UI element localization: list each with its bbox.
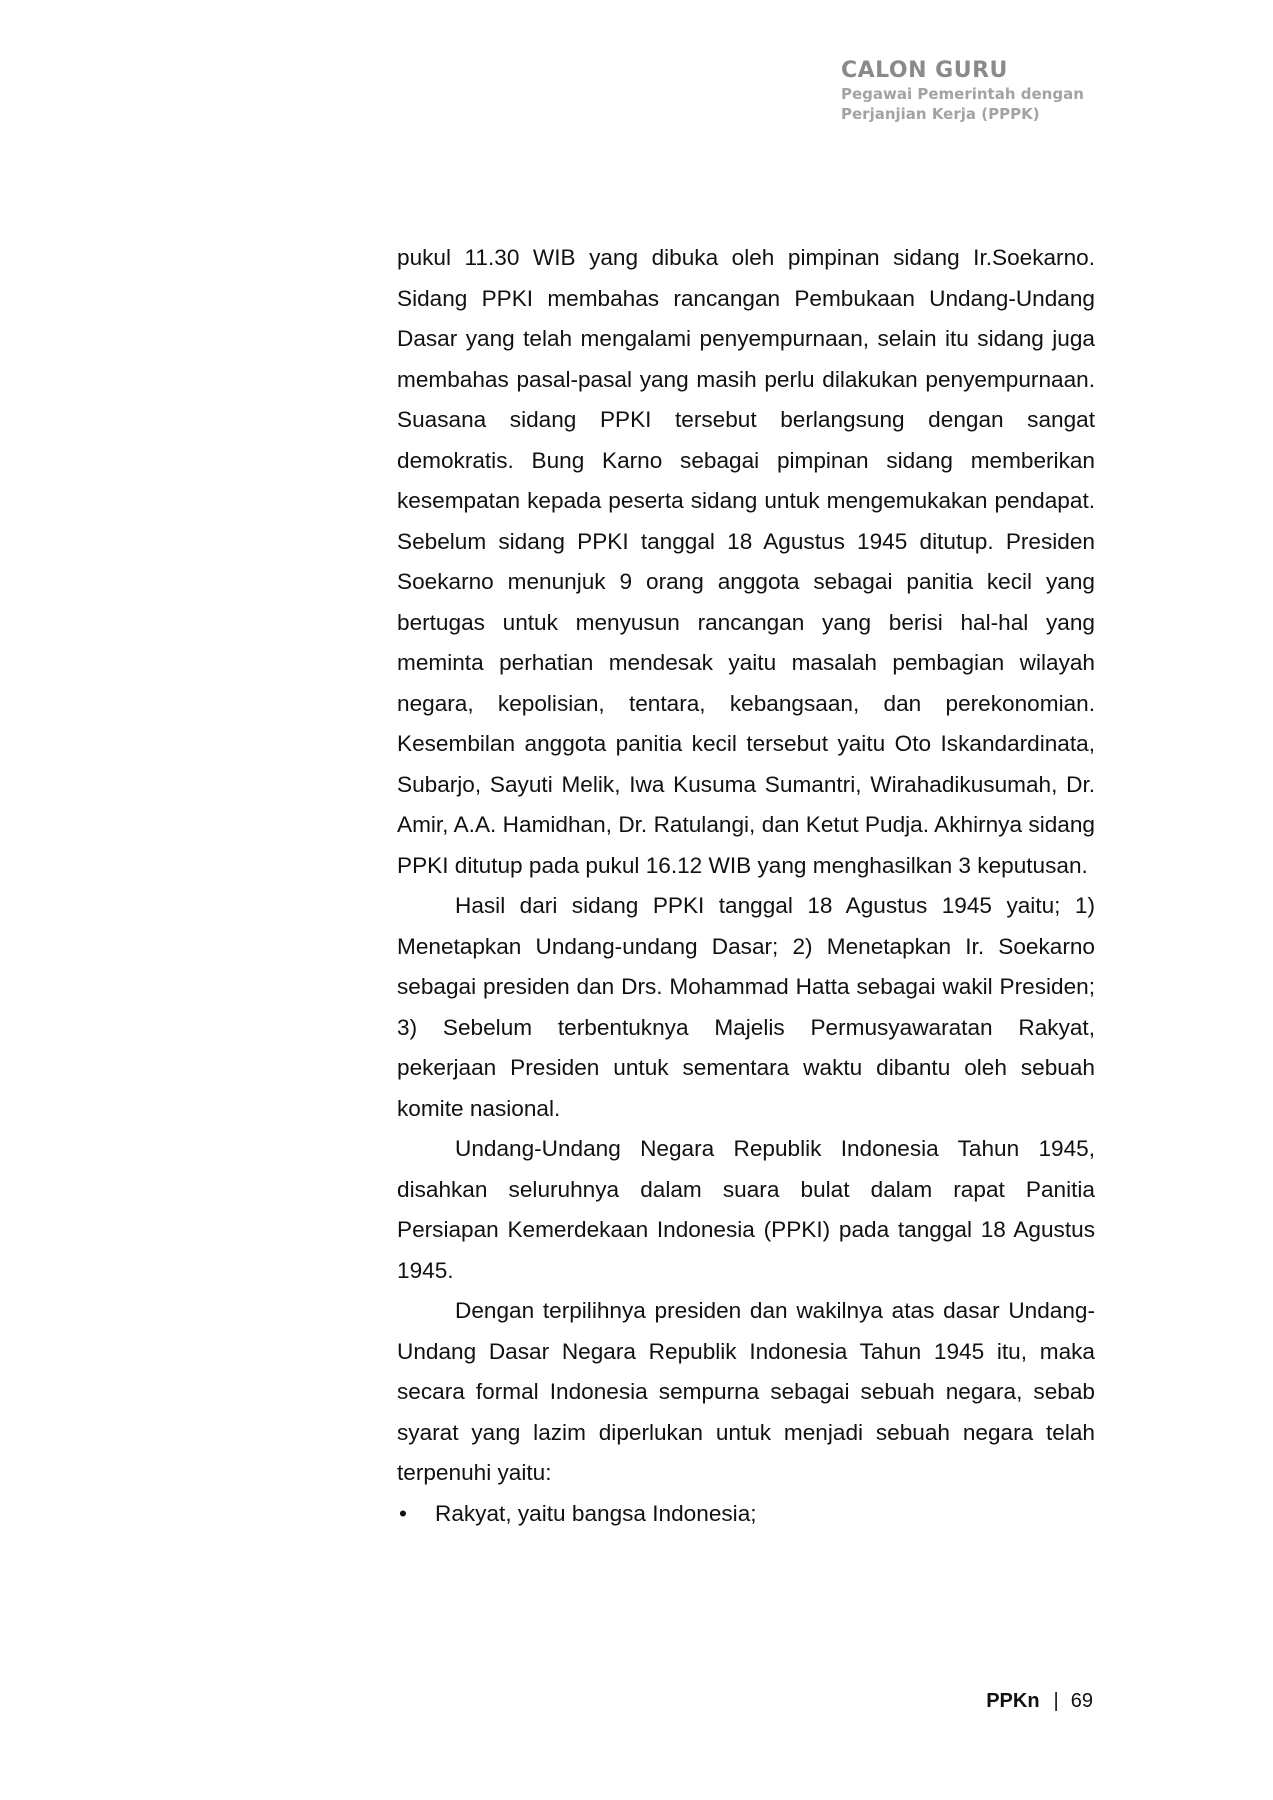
header-subtitle-line-1: Pegawai Pemerintah dengan <box>841 85 1084 103</box>
footer-separator: | <box>1053 1690 1059 1712</box>
page-number: 69 <box>1070 1690 1093 1712</box>
footer-subject: PPKn <box>986 1690 1040 1712</box>
header-subtitle-line-2: Perjanjian Kerja (PPPK) <box>841 105 1040 123</box>
header-title: CALON GURU <box>841 58 1008 83</box>
paragraph-state-requirements: Dengan terpilihnya presiden dan wakilnya atas dasar Undang-Undang Dasar Negara Republik Indonesia Tahun 1945 itu, maka secara formal Indonesia sempurna sebagai sebuah negara, sebab syarat yang lazim diperlukan untuk menjadi sebuah negara telah terpenuhi yaitu: <box>397 1298 1095 1485</box>
page-header <box>841 58 1101 124</box>
list-item <box>397 1494 1095 1535</box>
paragraph-uud-ratified: Undang-Undang Negara Republik Indonesia Tahun 1945, disahkan seluruhnya dalam suara bulat dalam rapat Panitia Persiapan Kemerdekaan Indonesia (PPKI) pada tanggal 18 Agustus 1945. <box>397 1136 1095 1283</box>
paragraph-ppki-results: Hasil dari sidang PPKI tanggal 18 Agustus 1945 yaitu; 1) Menetapkan Undang-undang Dasar; 2) Menetapkan Ir. Soekarno sebagai presiden dan Drs. Mohammad Hatta sebagai wakil Presiden; 3) Sebelum terbentuknya Majelis Permusyawaratan Rakyat, pekerjaan Presiden untuk sementara waktu dibantu oleh sebuah komite nasional. <box>397 893 1095 1121</box>
page-footer <box>986 1688 1093 1714</box>
paragraph-continuation: pukul 11.30 WIB yang dibuka oleh pimpinan sidang Ir.Soekarno. Sidang PPKI membahas rancangan Pembukaan Undang-Undang Dasar yang telah mengalami penyempurnaan, selain itu sidang juga membahas pasal-pasal yang masih perlu dilakukan penyempurnaan. Suasana sidang PPKI tersebut berlangsung dengan sangat demokratis. Bung Karno sebagai pimpinan sidang memberikan kesempatan kepada peserta sidang untuk mengemukakan pendapat. Sebelum sidang PPKI tanggal 18 Agustus 1945 ditutup. Presiden Soekarno menunjuk 9 orang anggota sebagai panitia kecil yang bertugas untuk menyusun rancangan yang berisi hal-hal yang meminta perhatian mendesak yaitu masalah pembagian wilayah negara, kepolisian, tentara, kebangsaan, dan perekonomian. Kesembilan anggota panitia kecil tersebut yaitu Oto Iskandardinata, Subarjo, Sayuti Melik, Iwa Kusuma Sumantri, Wirahadikusumah, Dr. Amir, A.A. Hamidhan, Dr. Ratulangi, dan Ketut Pudja. Akhirnya sidang PPKI ditutup pada pukul 16.12 WIB yang menghasilkan 3 keputusan. <box>397 245 1095 878</box>
requirements-list <box>397 1494 1095 1535</box>
body-text <box>397 238 1095 1534</box>
bullet-icon: • <box>399 1500 407 1526</box>
list-item-text: Rakyat, yaitu bangsa Indonesia; <box>435 1500 757 1526</box>
